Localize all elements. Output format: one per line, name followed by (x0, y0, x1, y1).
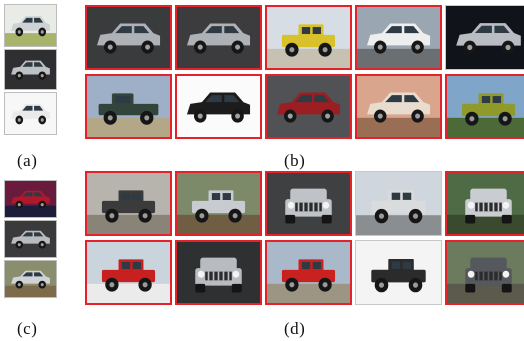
result-image-match (175, 240, 262, 305)
result-image-match (445, 74, 524, 139)
result-image (355, 240, 442, 305)
query-images-c (4, 180, 57, 298)
result-image-match (355, 74, 442, 139)
result-image-match (355, 5, 442, 70)
query-image (4, 260, 57, 298)
result-image-match (85, 74, 172, 139)
query-image (4, 92, 57, 135)
result-image-match (175, 171, 262, 236)
query-images-a (4, 4, 57, 135)
result-image-match (265, 171, 352, 236)
retrieval-results-d (85, 171, 524, 305)
result-image (445, 5, 524, 70)
result-image-match (265, 5, 352, 70)
result-image-match (175, 74, 262, 139)
result-image-match (85, 240, 172, 305)
result-image-match (445, 171, 524, 236)
result-image-match (85, 171, 172, 236)
result-image (355, 171, 442, 236)
caption-d: (d) (284, 319, 306, 338)
query-image (4, 220, 57, 258)
caption-b: (b) (284, 151, 306, 170)
query-image (4, 180, 57, 218)
result-image-match (445, 240, 524, 305)
retrieval-results-b (85, 5, 524, 139)
caption-a: (a) (17, 151, 38, 170)
query-image (4, 4, 57, 47)
query-image (4, 49, 57, 90)
result-image-match (265, 74, 352, 139)
result-image-match (265, 240, 352, 305)
result-image-match (175, 5, 262, 70)
result-image-match (85, 5, 172, 70)
caption-c: (c) (17, 319, 38, 338)
